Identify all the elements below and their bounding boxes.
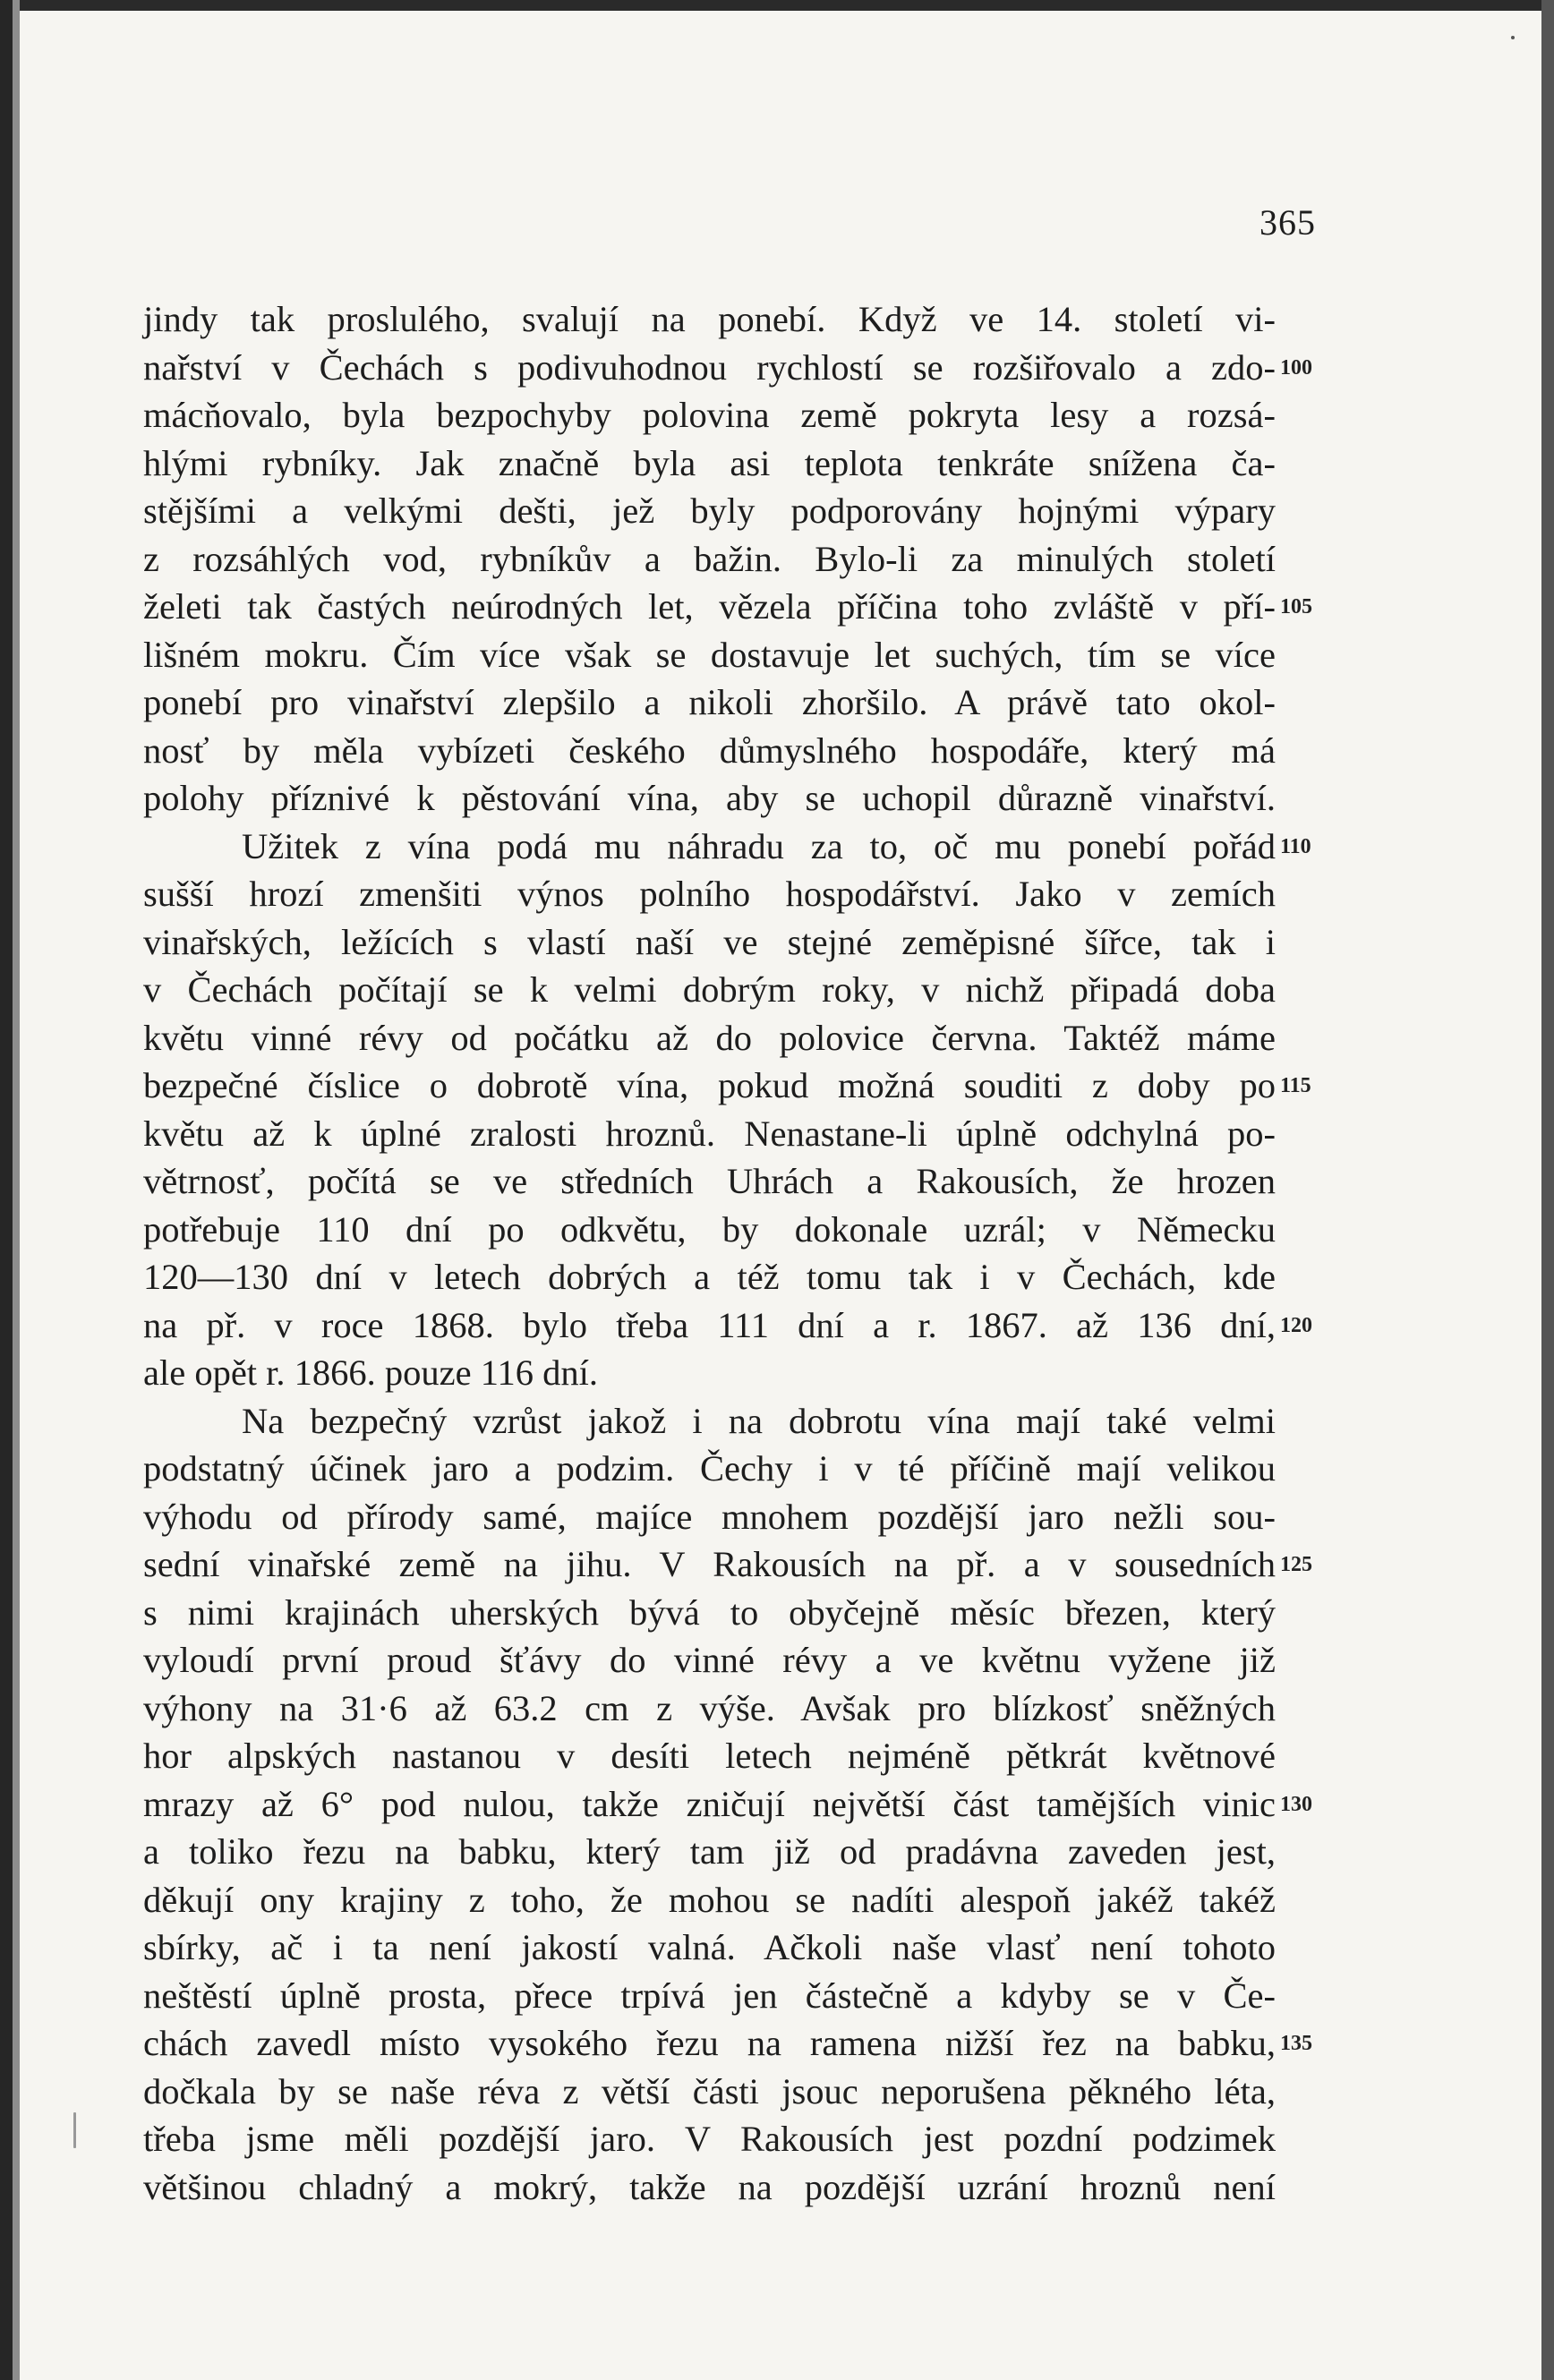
- text-line: květu vinné révy od počátku až do polovice června. Taktéž máme: [143, 1017, 1276, 1058]
- text-line: lišném mokru. Čím více však se dostavuje let suchých, tím se více: [143, 634, 1276, 675]
- margin-line-number: 120: [1280, 1313, 1312, 1337]
- text-line: stějšími a velkými dešti, jež byly podporovány hojnými výpary: [143, 491, 1276, 531]
- text-line: vinařských, ležících s vlastí naší ve stejné zeměpisné šířce, tak i: [143, 921, 1276, 962]
- text-line: potřebuje 110 dní po odkvětu, by dokonale uzrál; v Německu: [143, 1208, 1276, 1250]
- margin-line-number: 130: [1280, 1792, 1312, 1816]
- text-line: děkují ony krajiny z toho, že mohou se nadíti alespoň jakéž takéž: [143, 1879, 1276, 1920]
- text-line: bezpečné číslice o dobrotě vína, pokud možná souditi z doby po: [143, 1065, 1276, 1105]
- text-line: želeti tak častých neúrodných let, vězela příčina toho zvláště v pří-: [143, 586, 1276, 627]
- text-line: hor alpských nastanou v desíti letech nejméně pětkrát květnové: [143, 1736, 1276, 1776]
- scan-edge-top: [0, 0, 1554, 11]
- text-line: sední vinařské země na jihu. V Rakousích na př. a v sousedních: [143, 1544, 1276, 1584]
- text-line: výhony na 31·6 až 63.2 cm z výše. Avšak pro blízkosť sněžných: [143, 1687, 1276, 1728]
- text-line: Na bezpečný vzrůst jakož i na dobrotu vína mají také velmi: [242, 1400, 1276, 1441]
- text-line: podstatný účinek jaro a podzim. Čechy i v té příčině mají velikou: [143, 1448, 1276, 1489]
- text-line: nařství v Čechách s podivuhodnou rychlostí se rozšiřovalo a zdo-: [143, 346, 1276, 388]
- margin-line-number: 110: [1280, 834, 1311, 858]
- text-line: chách zavedl místo vysokého řezu na ramena nižší řez na babku,: [143, 2023, 1276, 2063]
- text-line: na př. v roce 1868. bylo třeba 111 dní a r. 1867. až 136 dní,: [143, 1304, 1276, 1345]
- text-line: sbírky, ač i ta není jakostí valná. Ačkoli naše vlasť není tohoto: [143, 1927, 1276, 1967]
- text-line: ponebí pro vinařství zlepšilo a nikoli zhoršilo. A právě tato okol-: [143, 682, 1276, 722]
- text-line: z rozsáhlých vod, rybníkův a bažin. Bylo-li za minulých století: [143, 538, 1276, 579]
- text-line: v Čechách počítají se k velmi dobrým roky, v nichž připadá doba: [143, 969, 1276, 1010]
- text-line: většinou chladný a mokrý, takže na pozdější uzrání hroznů není: [143, 2166, 1276, 2207]
- text-line: Užitek z vína podá mu náhradu za to, oč mu ponebí pořád: [242, 825, 1276, 866]
- text-line: hlými rybníky. Jak značně byla asi teplota tenkráte snížena ča-: [143, 442, 1276, 483]
- text-line: nosť by měla vybízeti českého důmyslného hospodáře, který má: [143, 729, 1276, 771]
- margin-line-number: 100: [1280, 355, 1312, 380]
- text-line: neštěstí úplně prosta, přece trpívá jen částečně a kdyby se v Če-: [143, 1975, 1276, 2016]
- text-line: mácňovalo, byla bezpochyby polovina země pokryta lesy a rozsá-: [143, 395, 1276, 435]
- scan-edge-right: [1541, 0, 1554, 2380]
- text-line: výhodu od přírody samé, majíce mnohem pozdější jaro nežli sou-: [143, 1496, 1276, 1537]
- scan-edge-shadow: [13, 0, 20, 2380]
- text-line: ale opět r. 1866. pouze 116 dní.: [143, 1352, 599, 1393]
- scan-mark: [73, 2112, 76, 2148]
- scan-edge-left: [0, 0, 13, 2380]
- text-line: dočkala by se naše réva z větší části jsouc neporušena pěkného léta,: [143, 2070, 1276, 2111]
- text-line: třeba jsme měli pozdější jaro. V Rakousích jest pozdní podzimek: [143, 2119, 1276, 2159]
- text-line: mrazy až 6° pod nulou, takže zničují největší část tamějších vinic: [143, 1783, 1276, 1824]
- text-line: sušší hrozí zmenšiti výnos polního hospodářství. Jako v zemích: [143, 874, 1276, 914]
- text-line: jindy tak proslulého, svalují na ponebí. Když ve 14. století vi-: [143, 299, 1276, 339]
- margin-line-number: 135: [1280, 2032, 1312, 2055]
- text-line: květu až k úplné zralosti hroznů. Nenastane-li úplně odchylná po-: [143, 1113, 1276, 1154]
- text-line: a toliko řezu na babku, který tam již od pradávna zaveden jest,: [143, 1831, 1276, 1872]
- text-line: s nimi krajinách uherských bývá to obyčejně měsíc březen, který: [143, 1591, 1276, 1633]
- margin-line-number: 115: [1280, 1074, 1311, 1097]
- text-line: vyloudí první proud šťávy do vinné révy a ve květnu vyžene již: [143, 1640, 1276, 1680]
- margin-line-number: 125: [1280, 1553, 1312, 1576]
- text-line: větrnosť, počítá se ve středních Uhrách a Rakousích, že hrozen: [143, 1161, 1276, 1201]
- text-line: 120—130 dní v letech dobrých a též tomu tak i v Čechách, kde: [143, 1257, 1276, 1297]
- scan-speck: [1511, 36, 1515, 39]
- text-line: polohy příznivé k pěstování vína, aby se uchopil důrazně vinařství.: [143, 778, 1276, 818]
- page-number: 365: [1259, 202, 1316, 243]
- body-text: [143, 295, 1276, 2211]
- margin-line-number: 105: [1280, 595, 1312, 618]
